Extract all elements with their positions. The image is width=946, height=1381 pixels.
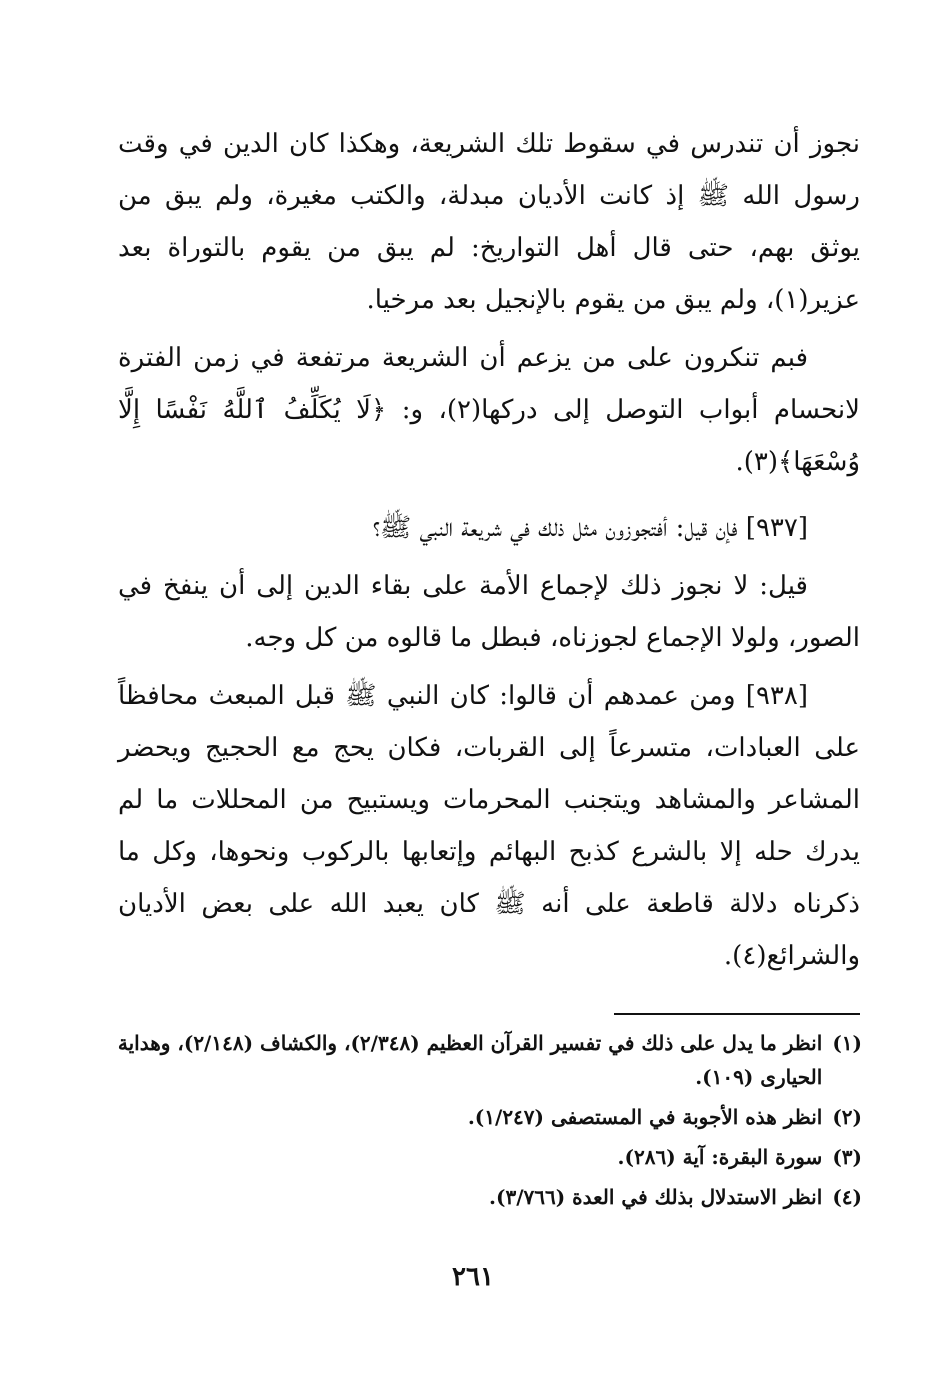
paragraph-937-answer: قيل: لا نجوز ذلك لإجماع الأمة على بقاء الدين إلى أن ينفخ في الصور، ولولا الإجماع لجوزناه، فبطل ما قالوه من كل وجه. bbox=[118, 571, 860, 653]
paragraph-fatra-question: فبم تنكرون على من يزعم أن الشريعة مرتفعة في زمن الفترة لانحسام أبواب التوصل إلى دركها(٢)، و: ﴿لَا يُكَلِّفُ ٱللَّهُ نَفْسًا إِلَّا وُسْعَهَا﴾(٣). bbox=[118, 343, 860, 477]
footnotes-section bbox=[110, 1026, 862, 1214]
paragraph-938: [٩٣٨] ومن عمدهم أن قالوا: كان النبي ﷺ قبل المبعث محافظاً على العبادات، متسرعاً إلى القربات، فكان يحج مع الحجيج ويحضر المشاعر والمشاهد ويتجنب المحرمات ويستبيح من المحللات ما لم يدرك حله إلا بالشرع كذبح البهائم وإتعابها بالركوب ونحوها، وكل ما ذكرناه دلالة قاطعة على أنه ﷺ كان يعبد الله على بعض الأديان والشرائع(٤). bbox=[118, 681, 860, 971]
footnote-text: انظر هذه الأجوبة في المستصفى (١/٢٤٧). bbox=[467, 1105, 823, 1129]
footnote-text: سورة البقرة: آية (٢٨٦). bbox=[617, 1145, 823, 1169]
footnote-text: انظر الاستدلال بذلك في العدة (٣/٧٦٦). bbox=[489, 1185, 823, 1209]
footnote-3 bbox=[110, 1140, 862, 1174]
footnote-2 bbox=[110, 1100, 862, 1134]
paragraph-937-question: [٩٣٧] فإن قيل: أفتجوزون مثل ذلك في شريعة النبي ﷺ؟ bbox=[372, 513, 808, 543]
paragraph-continuation: نجوز أن تندرس في سقوط تلك الشريعة، وهكذا كان الدين في وقت رسول الله ﷺ إذ كانت الأديان مبدلة، والكتب مغيرة، ولم يبق من يوثق بهم، حتى قال أهل التواريخ: لم يبق من يقوم بالتوراة بعد عزير(١)، ولم يبق من يقوم بالإنجيل بعد مرخيا. bbox=[118, 129, 860, 315]
footnote-4 bbox=[110, 1180, 862, 1214]
footnote-number: (٣) bbox=[832, 1145, 862, 1169]
main-text-body bbox=[118, 118, 860, 982]
footnote-number: (٤) bbox=[832, 1185, 862, 1209]
page-number: ٢٦١ bbox=[452, 1262, 494, 1292]
footnote-number: (٢) bbox=[832, 1105, 862, 1129]
footnote-1 bbox=[110, 1026, 862, 1094]
footnote-divider bbox=[614, 1013, 860, 1015]
footnote-number: (١) bbox=[832, 1031, 862, 1055]
footnote-text: انظر ما يدل على ذلك في تفسير القرآن العظيم (٢/٣٤٨)، والكشاف (٢/١٤٨)، وهداية الحيارى (١٠٩). bbox=[117, 1031, 823, 1089]
